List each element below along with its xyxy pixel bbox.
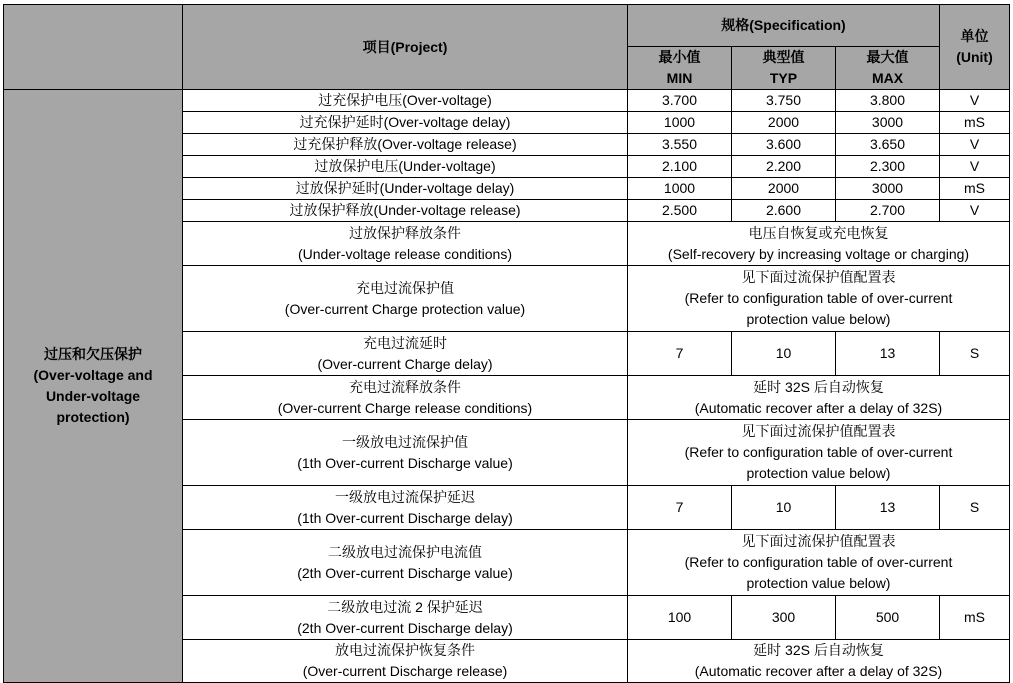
max-cell: 3.800	[836, 90, 940, 112]
item-cell	[183, 596, 628, 640]
min-cell: 3.550	[628, 134, 732, 156]
max-cell: 3.650	[836, 134, 940, 156]
typ-cell: 2000	[732, 178, 836, 200]
group-label-en-3: protection)	[56, 409, 130, 425]
spec-merged-cell	[628, 376, 1010, 420]
spec-line-3: protection value below)	[746, 311, 891, 327]
typ-header	[732, 47, 836, 90]
item-cn: 二级放电过流保护电流值	[328, 543, 482, 560]
item-cn: 充电过流延时	[363, 334, 447, 351]
item-en: (Under-voltage release conditions)	[298, 245, 512, 262]
min-cell: 3.700	[628, 90, 732, 112]
spec-line-1: 见下面过流保护值配置表	[741, 533, 896, 549]
unit-cell: mS	[940, 596, 1010, 640]
item-en: (Over-current Charge release conditions)	[277, 399, 533, 416]
item-cell: 过充保护释放(Over-voltage release)	[183, 134, 628, 156]
item-cn: 充电过流释放条件	[349, 378, 461, 395]
spec-cn: 电压自恢复或充电恢复	[748, 224, 889, 241]
min-cell: 1000	[628, 178, 732, 200]
project-header: 项目(Project)	[183, 5, 628, 90]
spec-merged-cell	[628, 640, 1010, 683]
item-cell: 过放保护延时(Under-voltage delay)	[183, 178, 628, 200]
spec-merged-cell	[628, 530, 1010, 596]
specification-header: 规格(Specification)	[628, 5, 940, 47]
unit-cell: mS	[940, 178, 1010, 200]
min-cell: 100	[628, 596, 732, 640]
item-cn: 过放保护释放条件	[349, 224, 461, 241]
spec-merged-cell	[628, 420, 1010, 486]
typ-cell: 3.750	[732, 90, 836, 112]
spec-line-2: (Refer to configuration table of over-current	[684, 554, 953, 570]
max-cell: 2.700	[836, 200, 940, 222]
item-cell: 过充保护延时(Over-voltage delay)	[183, 112, 628, 134]
group-label-cell	[4, 90, 183, 683]
max-cell: 3000	[836, 112, 940, 134]
unit-cell: S	[940, 486, 1010, 530]
item-en: (2th Over-current Discharge delay)	[297, 619, 513, 636]
group-label-en-1: (Over-voltage and	[33, 367, 153, 383]
max-header	[836, 47, 940, 90]
max-cell: 13	[836, 332, 940, 376]
typ-cell: 2000	[732, 112, 836, 134]
item-cell	[183, 376, 628, 420]
item-en: (Over-current Discharge release)	[302, 663, 508, 679]
max-header-en: MAX	[871, 70, 904, 86]
item-cell: 过放保护释放(Under-voltage release)	[183, 200, 628, 222]
unit-header-cn: 单位	[960, 28, 989, 44]
item-cn: 放电过流保护恢复条件	[335, 642, 475, 658]
min-cell: 2.100	[628, 156, 732, 178]
max-cell: 2.300	[836, 156, 940, 178]
specification-table	[3, 4, 1010, 683]
spec-merged-cell	[628, 266, 1010, 332]
typ-cell: 10	[732, 332, 836, 376]
item-cell	[183, 486, 628, 530]
typ-cell: 3.600	[732, 134, 836, 156]
spec-merged-cell	[628, 222, 1010, 266]
unit-cell: mS	[940, 112, 1010, 134]
item-cell	[183, 266, 628, 332]
min-cell: 2.500	[628, 200, 732, 222]
item-en: (2th Over-current Discharge value)	[297, 564, 513, 581]
item-en: (Over-current Charge delay)	[317, 355, 493, 372]
blank-corner-cell	[4, 5, 183, 90]
item-cell	[183, 222, 628, 266]
max-cell: 500	[836, 596, 940, 640]
spec-line-2: (Refer to configuration table of over-current	[684, 444, 953, 460]
table-row	[4, 90, 1010, 112]
min-header	[628, 47, 732, 90]
unit-header-en: (Unit)	[956, 49, 993, 65]
unit-header	[940, 5, 1010, 90]
max-cell: 3000	[836, 178, 940, 200]
spec-line-1: 见下面过流保护值配置表	[741, 269, 896, 285]
group-label-en-2: Under-voltage	[45, 388, 141, 404]
typ-cell: 2.200	[732, 156, 836, 178]
item-cell	[183, 420, 628, 486]
unit-cell: V	[940, 134, 1010, 156]
spec-cn: 延时 32S 后自动恢复	[753, 378, 884, 395]
item-cn: 一级放电过流保护延迟	[335, 488, 475, 505]
item-cell	[183, 332, 628, 376]
typ-cell: 2.600	[732, 200, 836, 222]
typ-header-cn: 典型值	[762, 49, 805, 65]
item-en: (1th Over-current Discharge value)	[297, 454, 513, 471]
spec-line-3: protection value below)	[746, 465, 891, 481]
item-cell: 过放保护电压(Under-voltage)	[183, 156, 628, 178]
min-header-en: MIN	[666, 70, 693, 86]
spec-cn: 延时 32S 后自动恢复	[753, 642, 884, 658]
spec-en: (Automatic recover after a delay of 32S)	[694, 663, 943, 679]
spec-line-3: protection value below)	[746, 575, 891, 591]
item-cn: 充电过流保护值	[356, 279, 454, 296]
unit-cell: S	[940, 332, 1010, 376]
item-en: (Over-current Charge protection value)	[284, 300, 526, 317]
unit-cell: V	[940, 156, 1010, 178]
item-cn: 二级放电过流 2 保护延迟	[327, 598, 483, 615]
min-header-cn: 最小值	[658, 49, 701, 65]
item-cell	[183, 530, 628, 596]
item-cell	[183, 640, 628, 683]
spec-line-1: 见下面过流保护值配置表	[741, 423, 896, 439]
item-cn: 一级放电过流保护值	[342, 433, 468, 450]
typ-cell: 10	[732, 486, 836, 530]
max-cell: 13	[836, 486, 940, 530]
item-en: (1th Over-current Discharge delay)	[297, 509, 513, 526]
typ-cell: 300	[732, 596, 836, 640]
typ-header-en: TYP	[769, 70, 798, 86]
unit-cell: V	[940, 90, 1010, 112]
max-header-cn: 最大值	[866, 49, 909, 65]
spec-line-2: (Refer to configuration table of over-current	[684, 290, 953, 306]
item-cell: 过充保护电压(Over-voltage)	[183, 90, 628, 112]
group-label-cn: 过压和欠压保护	[44, 346, 142, 362]
spec-en: (Automatic recover after a delay of 32S)	[694, 399, 943, 416]
min-cell: 1000	[628, 112, 732, 134]
spec-en: (Self-recovery by increasing voltage or charging)	[667, 245, 970, 262]
min-cell: 7	[628, 486, 732, 530]
unit-cell: V	[940, 200, 1010, 222]
min-cell: 7	[628, 332, 732, 376]
